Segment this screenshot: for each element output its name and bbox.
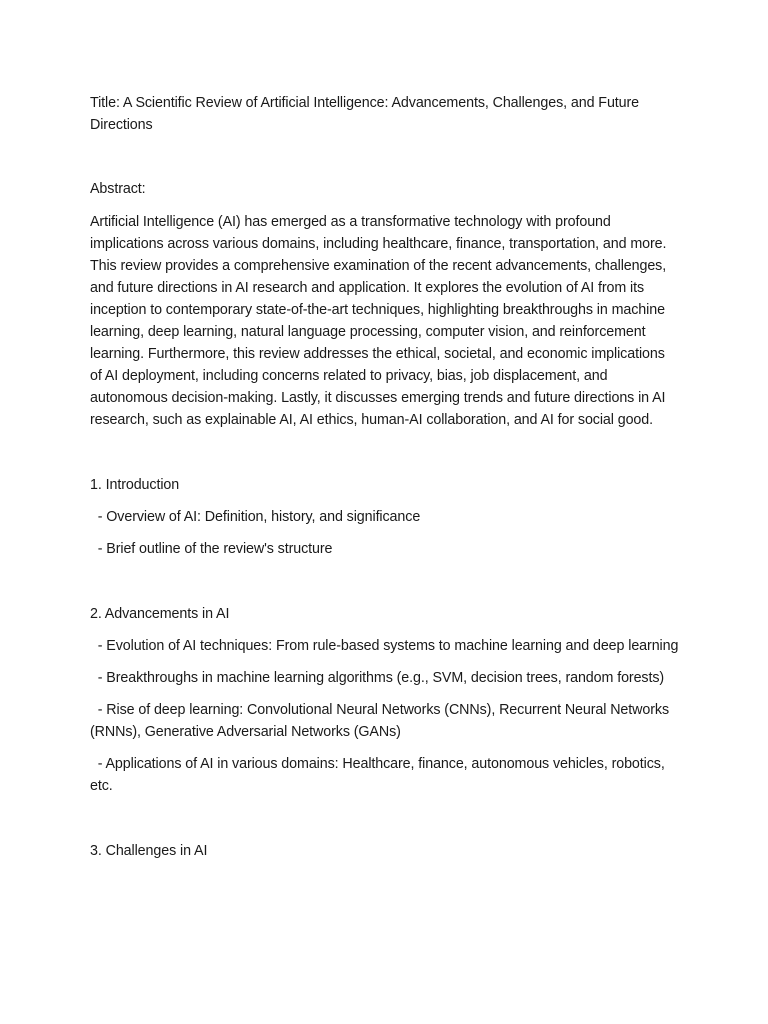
list-item: - Brief outline of the review's structure bbox=[90, 541, 333, 557]
section-heading-advancements: 2. Advancements in AI bbox=[90, 606, 230, 622]
list-item: - Overview of AI: Definition, history, and significance bbox=[90, 509, 421, 525]
list-item: - Applications of AI in various domains: Healthcare, finance, autonomous vehicles, robotics, etc. bbox=[90, 756, 669, 794]
document-page bbox=[90, 92, 680, 872]
list-item: - Rise of deep learning: Convolutional Neural Networks (CNNs), Recurrent Neural Networks (RNNs), Generative Adversarial Networks (GANs) bbox=[90, 702, 673, 740]
abstract-heading: Abstract: bbox=[90, 181, 146, 197]
list-item: - Evolution of AI techniques: From rule-based systems to machine learning and deep learning bbox=[90, 638, 679, 654]
list-item: - Breakthroughs in machine learning algorithms (e.g., SVM, decision trees, random forests) bbox=[90, 670, 665, 686]
abstract-body: Artificial Intelligence (AI) has emerged as a transformative technology with profound implications across various domains, including healthcare, finance, transportation, and more. This review provides a comprehensive examination of the recent advancements, challenges, and future directions in AI research and application. It explores the evolution of AI from its inception to contemporary state-of-the-art techniques, highlighting breakthroughs in machine learning, deep learning, natural language processing, computer vision, and reinforcement learning. Furthermore, this review addresses the ethical, societal, and economic implications of AI deployment, including concerns related to privacy, bias, job displacement, and autonomous decision-making. Lastly, it discusses emerging trends and future directions in AI research, such as explainable AI, AI ethics, human-AI collaboration, and AI for social good. bbox=[90, 214, 667, 428]
document-title: Title: A Scientific Review of Artificial Intelligence: Advancements, Challenges, and Future Directions bbox=[90, 95, 640, 133]
section-heading-introduction: 1. Introduction bbox=[90, 477, 180, 493]
section-heading-challenges: 3. Challenges in AI bbox=[90, 843, 208, 859]
